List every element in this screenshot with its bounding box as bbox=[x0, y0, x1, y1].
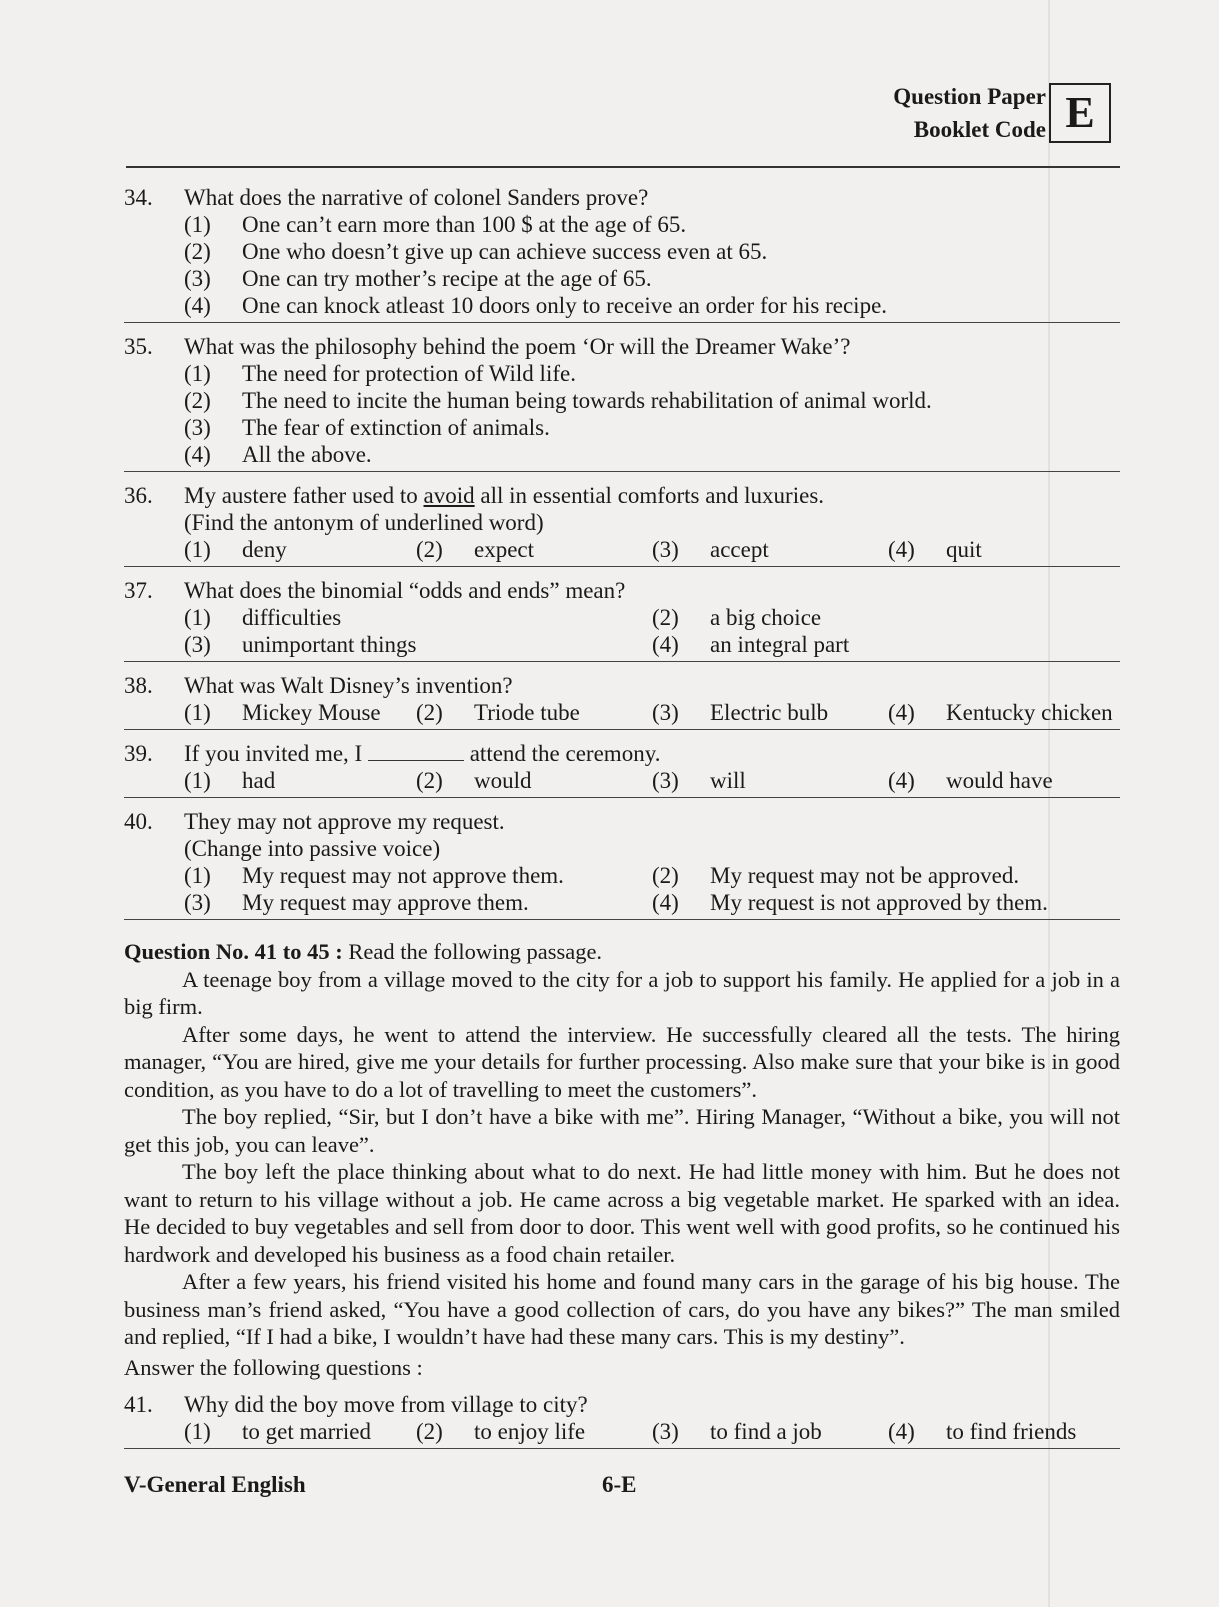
option-number: (4) bbox=[888, 768, 915, 793]
option-number: (4) bbox=[652, 890, 679, 915]
option-2 bbox=[184, 387, 1120, 414]
passage-paragraph: A teenage boy from a village moved to the city for a job to support his family. He applied for a job in a big firm. bbox=[124, 966, 1120, 1019]
stem-text: If you invited me, I bbox=[184, 741, 368, 766]
option-2 bbox=[416, 767, 652, 794]
option-3 bbox=[184, 414, 1120, 441]
option-1 bbox=[184, 360, 1120, 387]
option-4 bbox=[652, 889, 1120, 916]
option-text: Kentucky chicken bbox=[946, 700, 1113, 725]
option-number: (3) bbox=[184, 890, 211, 915]
question-instruction: (Change into passive voice) bbox=[184, 836, 441, 861]
option-text: an integral part bbox=[710, 632, 850, 657]
option-text: would bbox=[474, 768, 532, 793]
passage-paragraph: After some days, he went to attend the interview. He successfully cleared all the tests. The hiring manager, “You are hired, give me your details for further processing. Also make sure that your bike is in good condition, as you have to do a lot of travelling to meet the customers”. bbox=[124, 1021, 1120, 1102]
option-number: (1) bbox=[184, 605, 211, 630]
question-number: 41. bbox=[124, 1392, 153, 1417]
option-4 bbox=[184, 292, 1120, 319]
option-3 bbox=[652, 699, 888, 726]
option-3 bbox=[652, 767, 888, 794]
question-stem: What does the binomial “odds and ends” mean? bbox=[184, 578, 626, 603]
option-text: My request may approve them. bbox=[242, 890, 529, 915]
option-number: (1) bbox=[184, 537, 211, 562]
question-36 bbox=[124, 482, 1120, 567]
option-text: One can’t earn more than 100 $ at the age of 65. bbox=[242, 212, 687, 237]
stem-text: attend the ceremony. bbox=[463, 741, 661, 766]
option-text: would have bbox=[946, 768, 1053, 793]
option-number: (3) bbox=[184, 266, 211, 291]
option-number: (1) bbox=[184, 1419, 211, 1444]
question-list bbox=[124, 184, 1120, 930]
option-number: (2) bbox=[652, 605, 679, 630]
question-41 bbox=[124, 1391, 1120, 1449]
stem-text: all in essential comforts and luxuries. bbox=[474, 483, 825, 508]
header-line-1: Question Paper bbox=[893, 84, 1046, 109]
option-3 bbox=[652, 536, 888, 563]
option-number: (2) bbox=[652, 863, 679, 888]
option-text: The need for protection of Wild life. bbox=[242, 361, 576, 386]
question-37 bbox=[124, 577, 1120, 662]
question-stem bbox=[184, 740, 1120, 767]
option-text: difficulties bbox=[242, 605, 342, 630]
option-3 bbox=[184, 889, 652, 916]
passage-heading-bold: Question No. 41 to 45 : bbox=[124, 939, 343, 964]
option-text: to enjoy life bbox=[474, 1419, 586, 1444]
stem-text: My austere father used to bbox=[184, 483, 424, 508]
option-number: (1) bbox=[184, 212, 211, 237]
option-number: (4) bbox=[184, 442, 211, 467]
option-text: All the above. bbox=[242, 442, 372, 467]
option-4 bbox=[888, 1418, 1120, 1445]
question-34 bbox=[124, 184, 1120, 323]
option-text: One can try mother’s recipe at the age of 65. bbox=[242, 266, 652, 291]
option-2 bbox=[652, 862, 1120, 889]
question-stem: Why did the boy move from village to city? bbox=[184, 1392, 588, 1417]
booklet-code-label bbox=[866, 80, 1046, 146]
option-number: (1) bbox=[184, 863, 211, 888]
option-text: deny bbox=[242, 537, 287, 562]
option-4 bbox=[888, 767, 1120, 794]
option-number: (1) bbox=[184, 768, 211, 793]
option-text: accept bbox=[710, 537, 769, 562]
option-text: My request is not approved by them. bbox=[710, 890, 1048, 915]
question-stem: What was the philosophy behind the poem ‘Or will the Dreamer Wake’? bbox=[184, 334, 851, 359]
passage-heading-rest: Read the following passage. bbox=[342, 939, 603, 964]
passage-paragraph: The boy replied, “Sir, but I don’t have a bike with me”. Hiring Manager, “Without a bike, you will not get this job, you can leave”. bbox=[124, 1104, 1120, 1157]
question-stem: What does the narrative of colonel Sanders prove? bbox=[184, 185, 649, 210]
option-text: One can knock atleast 10 doors only to receive an order for his recipe. bbox=[242, 293, 888, 318]
answer-blank bbox=[368, 742, 464, 761]
option-1 bbox=[184, 767, 416, 794]
question-40 bbox=[124, 808, 1120, 920]
option-number: (4) bbox=[888, 700, 915, 725]
reading-passage bbox=[124, 938, 1120, 1459]
option-4 bbox=[184, 441, 1120, 468]
option-text: unimportant things bbox=[242, 632, 417, 657]
passage-paragraph: The boy left the place thinking about what to do next. He had little money with him. But he does not want to return to his village without a job. He came across a big vegetable market. He sparked with an idea. He decided to buy vegetables and sell from door to door. This went well with good profits, so he continued his hardwork and developed his business as a food chain retailer. bbox=[124, 1159, 1120, 1267]
question-number: 39. bbox=[124, 741, 153, 766]
booklet-code-box: E bbox=[1049, 83, 1111, 143]
option-1 bbox=[184, 536, 416, 563]
option-text: Electric bulb bbox=[710, 700, 829, 725]
option-number: (4) bbox=[888, 537, 915, 562]
option-text: expect bbox=[474, 537, 535, 562]
option-2 bbox=[184, 238, 1120, 265]
question-stem: They may not approve my request. bbox=[184, 809, 505, 834]
option-number: (2) bbox=[416, 1419, 443, 1444]
header-line-2: Booklet Code bbox=[913, 117, 1046, 142]
question-number: 35. bbox=[124, 334, 153, 359]
option-4 bbox=[888, 699, 1120, 726]
option-number: (4) bbox=[184, 293, 211, 318]
option-number: (2) bbox=[416, 768, 443, 793]
option-number: (3) bbox=[652, 700, 679, 725]
option-2 bbox=[416, 536, 652, 563]
option-number: (1) bbox=[184, 361, 211, 386]
underlined-word: avoid bbox=[423, 483, 475, 508]
passage-instruction: Answer the following questions : bbox=[124, 1354, 423, 1380]
question-38 bbox=[124, 672, 1120, 730]
option-text: My request may not approve them. bbox=[242, 863, 564, 888]
option-number: (1) bbox=[184, 700, 211, 725]
passage-heading bbox=[124, 938, 1120, 966]
question-number: 38. bbox=[124, 673, 153, 698]
option-text: The need to incite the human being towards rehabilitation of animal world. bbox=[242, 388, 932, 413]
option-number: (3) bbox=[184, 632, 211, 657]
question-39 bbox=[124, 740, 1120, 798]
option-1 bbox=[184, 1418, 416, 1445]
question-stem bbox=[184, 482, 1120, 509]
option-text: Mickey Mouse bbox=[242, 700, 381, 725]
question-stem: What was Walt Disney’s invention? bbox=[184, 673, 513, 698]
option-3 bbox=[184, 265, 1120, 292]
header-rule bbox=[126, 166, 1120, 168]
question-instruction: (Find the antonym of underlined word) bbox=[184, 510, 544, 535]
question-35 bbox=[124, 333, 1120, 472]
question-number: 40. bbox=[124, 809, 153, 834]
option-number: (2) bbox=[416, 700, 443, 725]
passage-paragraph: After a few years, his friend visited his home and found many cars in the garage of his big house. The business man’s friend asked, “You have a good collection of cars, do you have any bikes?” The man smiled and replied, “If I had a bike, I wouldn’t have had these many cars. This is my destiny”. bbox=[124, 1269, 1120, 1349]
option-text: Triode tube bbox=[474, 700, 580, 725]
option-2 bbox=[416, 1418, 652, 1445]
option-1 bbox=[184, 862, 652, 889]
option-number: (4) bbox=[652, 632, 679, 657]
option-3 bbox=[184, 631, 652, 658]
option-text: The fear of extinction of animals. bbox=[242, 415, 550, 440]
option-number: (2) bbox=[416, 537, 443, 562]
option-text: to find friends bbox=[946, 1419, 1077, 1444]
subject-label: V-General English bbox=[124, 1472, 306, 1497]
booklet-code-header bbox=[866, 80, 1116, 146]
option-4 bbox=[888, 536, 1120, 563]
option-text: will bbox=[710, 768, 746, 793]
option-4 bbox=[652, 631, 1120, 658]
option-text: had bbox=[242, 768, 276, 793]
option-number: (3) bbox=[652, 768, 679, 793]
page-number: 6-E bbox=[602, 1472, 637, 1497]
option-1 bbox=[184, 211, 1120, 238]
option-1 bbox=[184, 604, 652, 631]
option-text: a big choice bbox=[710, 605, 822, 630]
option-2 bbox=[652, 604, 1120, 631]
option-number: (3) bbox=[184, 415, 211, 440]
question-number: 34. bbox=[124, 185, 153, 210]
option-number: (3) bbox=[652, 1419, 679, 1444]
option-text: One who doesn’t give up can achieve success even at 65. bbox=[242, 239, 768, 264]
option-text: My request may not be approved. bbox=[710, 863, 1020, 888]
option-3 bbox=[652, 1418, 888, 1445]
option-2 bbox=[416, 699, 652, 726]
question-number: 36. bbox=[124, 483, 153, 508]
option-text: quit bbox=[946, 537, 982, 562]
option-number: (2) bbox=[184, 388, 211, 413]
option-1 bbox=[184, 699, 416, 726]
option-number: (2) bbox=[184, 239, 211, 264]
question-number: 37. bbox=[124, 578, 153, 603]
option-text: to get married bbox=[242, 1419, 372, 1444]
option-text: to find a job bbox=[710, 1419, 822, 1444]
option-number: (3) bbox=[652, 537, 679, 562]
option-number: (4) bbox=[888, 1419, 915, 1444]
